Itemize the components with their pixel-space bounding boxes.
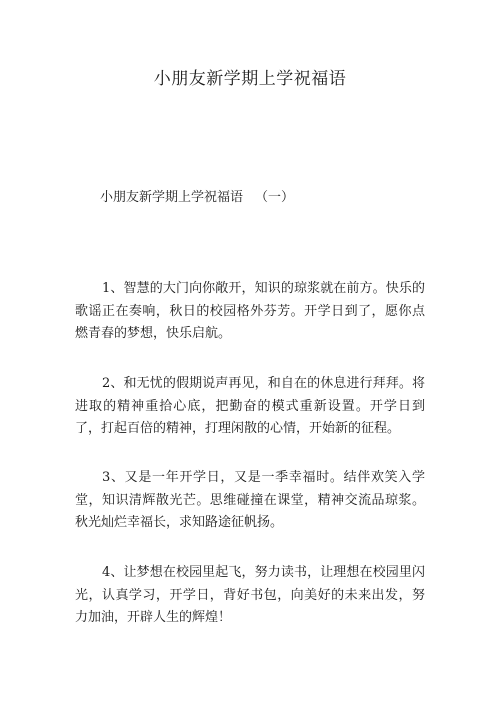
- paragraph-4: 4、让梦想在校园里起飞，努力读书，让理想在校园里闪光，认真学习，开学日，背好书包，向美好的未来出发，努力加油，开辟人生的辉煌！: [75, 565, 425, 625]
- document-title: 小朋友新学期上学祝福语: [153, 69, 347, 89]
- paragraph-2: 2、和无忧的假期说声再见，和自在的休息进行拜拜。将进取的精神重拾心底，把勤奋的模式重新设置。开学日到了，打起百倍的精神，打理闲散的心情，开始新的征程。: [75, 376, 425, 436]
- section-subtitle: [100, 186, 294, 205]
- paragraph-1: 1、智慧的大门向你敞开，知识的琼浆就在前方。快乐的歌谣正在奏响，秋日的校园格外芬芳。开学日到了，愿你点燃青春的梦想，快乐启航。: [75, 281, 425, 341]
- paragraph-3: 3、又是一年开学日，又是一季幸福时。结伴欢笑入学堂，知识清辉散光芒。思维碰撞在课堂，精神交流品琼浆。秋光灿烂幸福长，求知路途征帆扬。: [75, 470, 425, 530]
- subtitle-number: （一）: [255, 190, 295, 205]
- subtitle-text: 小朋友新学期上学祝福语: [100, 190, 244, 205]
